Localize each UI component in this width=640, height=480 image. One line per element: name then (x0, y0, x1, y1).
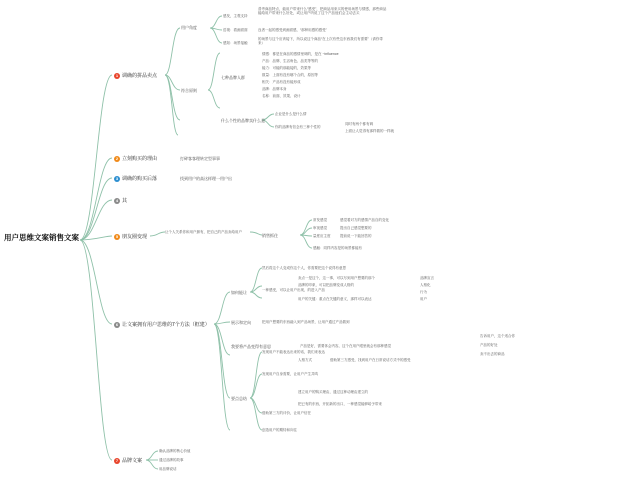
node-b6-f-right: 卖不出去的商品 (480, 352, 505, 356)
node-b6-note: 卖点一是这个，这一事，可以写到用户想要的那个 (298, 276, 375, 280)
node-b5-value: 提出自己感觉想要的 (340, 226, 372, 230)
node-b5-value: 感觉着对方的感情产品自的变化 (340, 218, 389, 222)
branch-label: 调确的拼品卖点 (122, 73, 158, 79)
node-b6-a: 如何能让 (231, 290, 247, 295)
node-b6-a-text: 一种感受，可以让用户出现，的进入产品 (262, 288, 325, 292)
number-badge: 6 (115, 321, 119, 327)
node-b6-c-text: 产品是好，需要体会内容，这个在用户眼里就会有那种感觉 (300, 344, 391, 348)
node-what: 什么个性的品牌卖什么是 (221, 118, 265, 123)
number-badge: 5 (115, 233, 119, 239)
node-what-item: 你的品牌有信念有三种个性的 (275, 125, 321, 129)
number-badge: 3 (115, 175, 119, 181)
node-what-sub: 同时有两个都有调 (345, 122, 373, 126)
node-b7-item: 通过品牌的故事 (159, 458, 184, 462)
branch-label: 立刻购买的理由 (122, 156, 158, 162)
node-row-text: 普考商品特点，能用户带来什么“感受”，把商品用来买的使用场景与情感，那些商品能给用户带来什么好处，或让用户听说了这个产品他们会主动去买 (258, 7, 387, 16)
root-topic: 用户思维文案销售文案 (4, 233, 79, 242)
node-b6-e-text: 借助第三方感受，找到用户在日常说话方式中的感受 (330, 358, 411, 362)
node-b6-note: 品牌的印象，可以把品牌变成人格的 (298, 283, 354, 287)
node-b6-f-right: 产品的好处 (480, 343, 498, 347)
branch-label: 调确的购买后落 (122, 176, 158, 182)
branch-5[interactable] (114, 233, 147, 240)
node-row-label: 语境：看画面面 (223, 28, 248, 32)
node-b6-d: 要点总结 (231, 396, 247, 401)
node-b6-f-right: 告诉用户，这个适合你 (480, 334, 515, 338)
branch-3[interactable] (114, 175, 157, 182)
node-seven-item: 品牌：品牌本身 (262, 87, 287, 91)
node-b6-b: 展示和定向 (231, 320, 251, 325)
node-b6-c: 我要将产品变得有意思 (231, 344, 271, 349)
node-b6-d-item: 创造用户的期待和向往 (262, 428, 297, 432)
node-row-label: 感知：场景接触 (223, 41, 248, 45)
node-b5-group: 销售抓住 (262, 233, 278, 238)
node-seven-item: 相关：产品有没有能形成 (262, 80, 301, 84)
branch-1[interactable] (114, 72, 157, 79)
node-b6-note: 用户的关键：重点在关键的意义，那样可以表达 (298, 297, 372, 301)
node-seven-item: 产品：品牌、生活角色、品类等等的 (262, 59, 318, 63)
branch-label: 朋友圈变现 (122, 234, 148, 240)
node-after: 找到用户的高这样理一用户出 (180, 176, 232, 181)
node-b6-note: 然后将这个人变成你这个人，你需要把这个说得有意思 (262, 266, 346, 270)
node-row-text: 的场景与这个应该接下，所以说这个商品“在上次有些这东西我们有需要”（请你带来） (258, 37, 383, 46)
node-b6-d-item: 发现用户不能表达出来的话，我们来表达 (262, 350, 325, 354)
node-b5-extra: 感触：同样内容是的场景都能有 (313, 246, 362, 250)
node-row-label: 感发，主观支持 (223, 14, 248, 18)
branch-label: 其 (122, 198, 128, 204)
node-seven-item: 名称：前面、效果、设计 (262, 94, 301, 98)
node-b6-f: 建立用户的购买理由，通过这种动理由建立的 (298, 390, 368, 394)
node-b6-right: 用户 (420, 297, 427, 301)
node-b6-right: 品牌宣言 (420, 276, 434, 280)
node-seven-item: 情感：都是在商品的感情里调的，是在 ~influence (262, 52, 339, 56)
number-badge: 2 (115, 155, 119, 161)
node-what-item: 企业是什么是什么情 (275, 112, 307, 116)
node-b6-f-sub: 把已有的东西，开拓新的出口，一种感觉能够给予带来 (298, 402, 382, 406)
node-b5-key: 量度应主度 (313, 234, 331, 238)
node-row-text: 良者一起的感受到画面感，“那种用感的感受” (258, 28, 327, 32)
branch-7[interactable] (114, 457, 142, 464)
node-reason: 打碎客客理转定型事事 (180, 156, 220, 161)
node-b5-lead: 让个人关系你和用户拥有，把自己的产品卖给用户 (165, 230, 242, 234)
node-b7-item: 用品牌说话 (159, 467, 177, 471)
node-b5-key: 常发感觉 (313, 218, 327, 222)
node-user-angle: 用户角度 (181, 25, 197, 30)
node-b6-d-item: 发现用户自身需要，让用户产生共鸣 (262, 372, 318, 376)
number-badge: 4 (115, 197, 119, 203)
node-b5-value: 提前说一下能回答的 (340, 234, 372, 238)
branch-2[interactable] (114, 155, 157, 162)
number-badge: 7 (115, 457, 119, 463)
node-b6-right: 人格化 (420, 283, 431, 287)
node-b6-right: 行为 (420, 290, 427, 294)
node-b5-key: 审视感觉 (313, 226, 327, 230)
branch-4[interactable] (114, 197, 127, 204)
branch-6[interactable] (114, 321, 210, 328)
node-b6-e: 人格方式 (298, 358, 312, 362)
node-combo: 符合原则 (181, 88, 197, 93)
node-seven-item: 能力：可能的那能接的，效果等 (262, 66, 311, 70)
branch-label: 品牌文案 (122, 458, 143, 464)
node-what-sub: 上面让人觉得有那样做的一样就 (345, 129, 394, 133)
node-seven: 七种品牌人群 (221, 75, 245, 80)
branch-label: 让文案拥有用户思维的7个方法（框建） (122, 322, 210, 328)
node-seven-item: 数量：上面有没有哪个合的，原因等 (262, 73, 318, 77)
node-b6-d-item: 借助第三方的评价，让用户信任 (262, 411, 311, 415)
node-b6-b-text: 把用户想要的东西融入到产品场景，让用户通过产品做到 (262, 320, 350, 324)
node-b7-item: 确认品牌的核心价值 (159, 449, 191, 453)
number-badge: 1 (115, 72, 119, 78)
